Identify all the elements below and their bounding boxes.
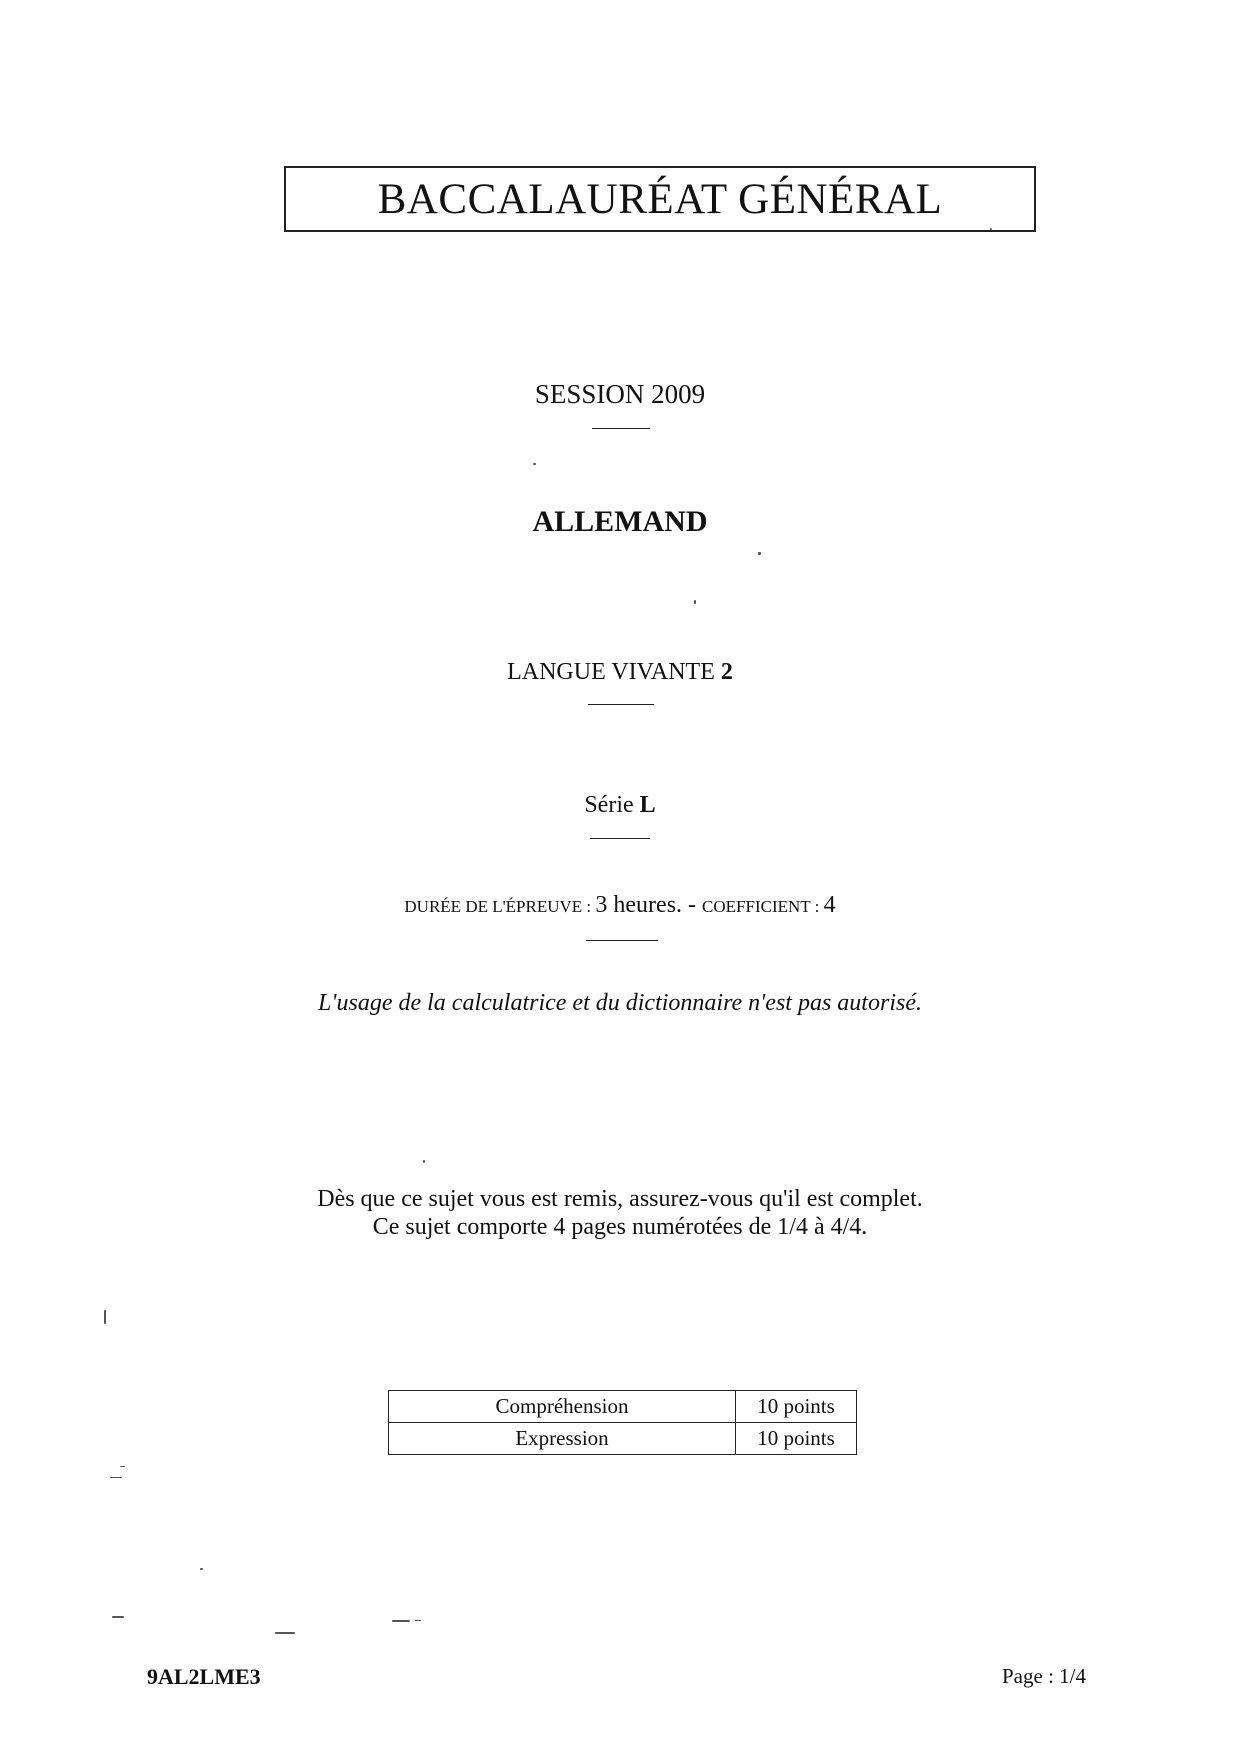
exam-title-box [284,166,1036,232]
subject-title: ALLEMAND [532,505,708,538]
scan-speck [694,600,696,604]
scan-speck [200,1568,203,1570]
serie-label [0,792,1240,819]
langue-label [0,659,1240,686]
divider [590,838,650,839]
duration-line [0,892,1240,919]
usage-note: L'usage de la calculatrice et du dictionnaire n'est pas autorisé. [318,990,922,1016]
session-label: SESSION 2009 [534,379,706,409]
duration-label: DURÉE DE L'ÉPREUVE : [404,897,596,916]
page-number: Page : 1/4 [1002,1664,1086,1688]
scan-speck [758,552,761,555]
langue-number: 2 [720,659,733,685]
scan-speck [110,1477,122,1478]
divider [588,704,654,705]
scan-speck [415,1620,421,1621]
scan-speck [120,1466,125,1467]
table-row [389,1423,857,1455]
scan-speck [533,463,536,465]
exam-code: 9AL2LME3 [147,1664,261,1689]
notice-line-1: Dès que ce sujet vous est remis, assurez-vous qu'il est complet. [317,1186,923,1212]
duration-separator: - [682,892,703,918]
scan-speck [990,228,992,230]
coefficient-label: COEFFICIENT : [702,897,824,916]
scan-speck [104,1310,106,1324]
completeness-notice [0,1185,1240,1241]
scan-speck [423,1160,425,1163]
section-cell: Compréhension [389,1391,736,1423]
divider [586,940,658,941]
section-cell: Expression [389,1423,736,1455]
scan-speck [275,1632,295,1634]
duration-value: 3 heures. [595,892,683,918]
marks-table [388,1390,857,1455]
table-row [389,1391,857,1423]
points-cell: 10 points [736,1423,857,1455]
serie-letter: L [639,792,656,818]
scan-speck [112,1616,124,1618]
divider [592,428,650,429]
coefficient-value: 4 [823,892,836,918]
notice-line-2: Ce sujet comporte 4 pages numérotées de 1/4 à 4/4. [372,1214,868,1240]
points-cell: 10 points [736,1391,857,1423]
langue-text: LANGUE VIVANTE [507,659,721,685]
serie-text: Série [584,792,640,818]
exam-title: BACCALAURÉAT GÉNÉRAL [377,175,943,223]
scan-speck [392,1620,410,1622]
